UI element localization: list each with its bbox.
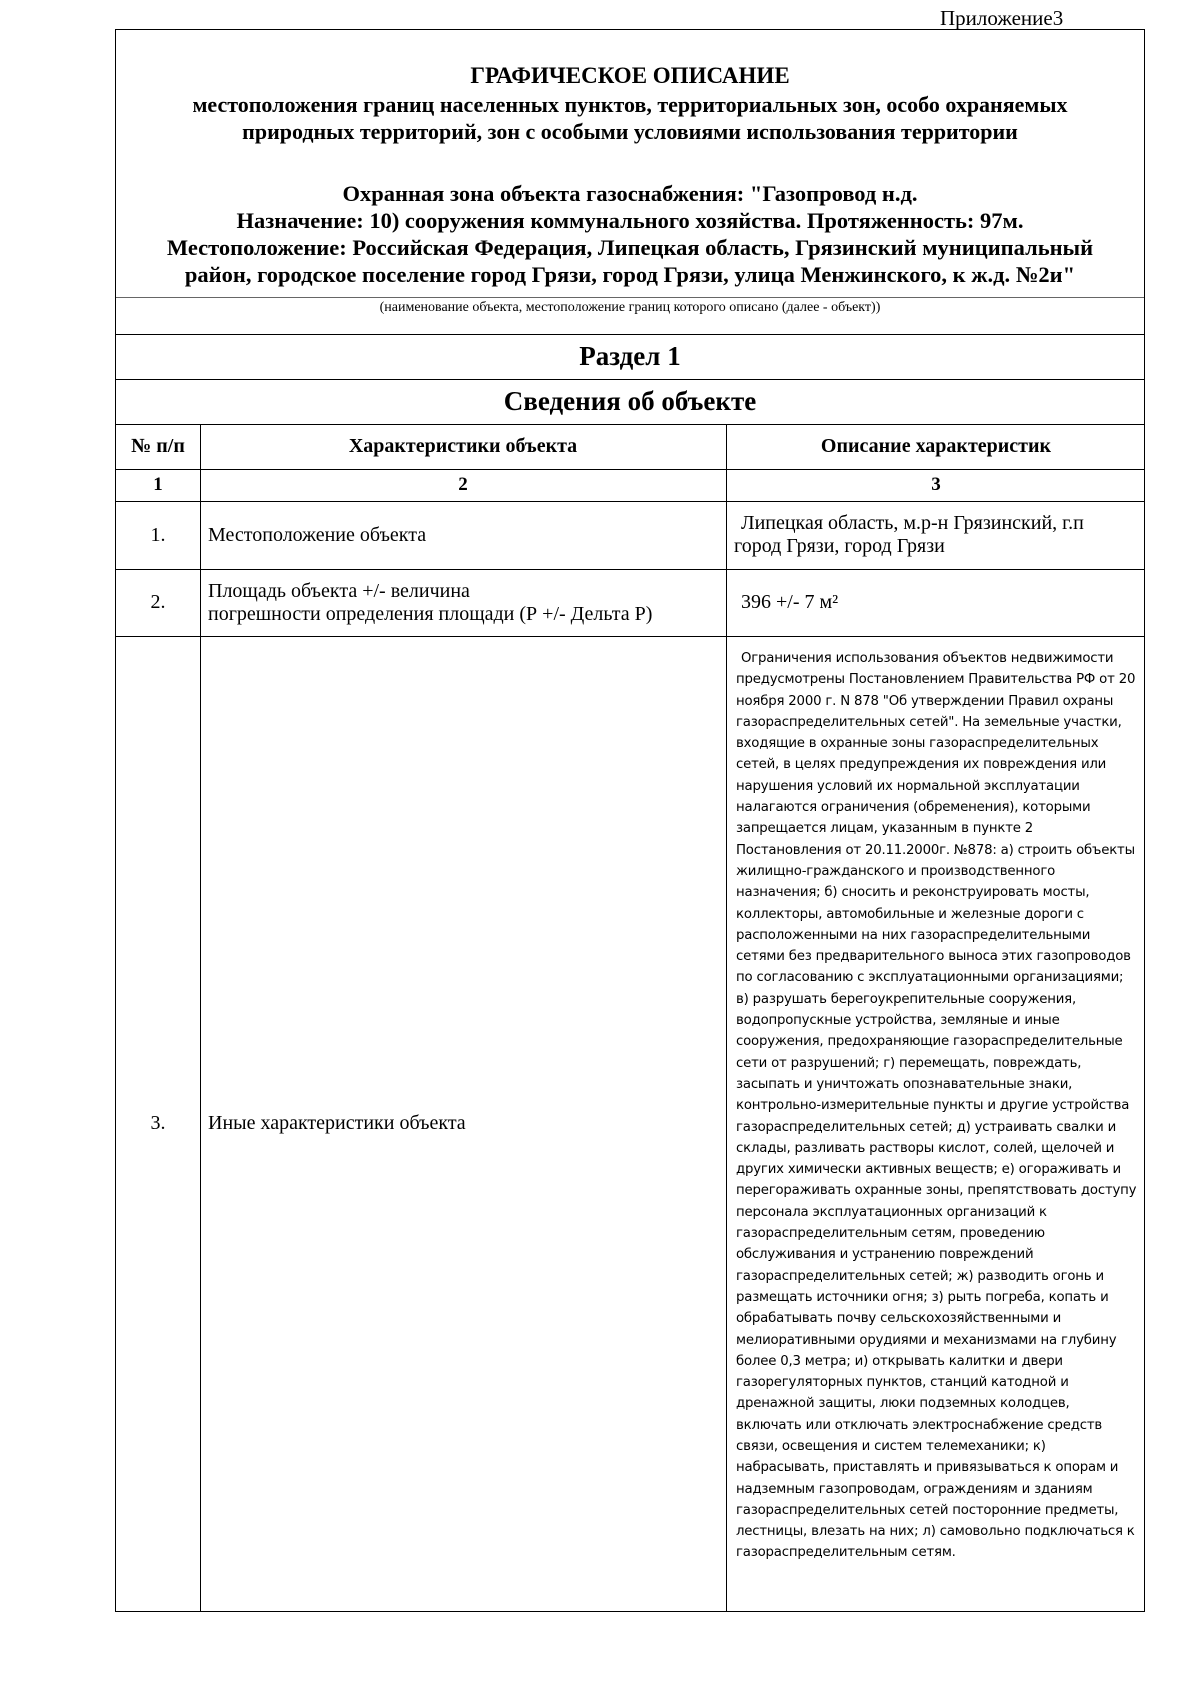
restriction-line: надземным газопроводам, ограждениям и зданиям	[736, 1481, 1093, 1497]
restriction-line: перегораживать охранные зоны, препятствовать доступу	[736, 1183, 1137, 1199]
restriction-line: обрабатывать почву сельскохозяйственными и	[736, 1311, 1062, 1327]
document-title: ГРАФИЧЕСКОЕ ОПИСАНИЕ	[470, 63, 790, 88]
section-subtitle: Сведения об объекте	[503, 386, 757, 416]
restriction-line: коллекторы, автомобильные и железные дороги с	[736, 906, 1084, 922]
restriction-line: склады, разливать растворы кислот, солей, щелочей и	[736, 1140, 1115, 1156]
row-number: 3.	[150, 1112, 166, 1134]
document-subtitle	[116, 91, 1144, 145]
restriction-line: по согласованию с эксплуатационными организациями;	[736, 970, 1124, 986]
restriction-line: Ограничения использования объектов недвижимости	[741, 651, 1114, 666]
restriction-line: запрещается лицам, указанным в пункте 2	[736, 821, 1034, 837]
column-header-number: № п/п	[131, 435, 185, 457]
restriction-line: нарушения условий их нормальной эксплуатации	[736, 778, 1080, 794]
description-line: Липецкая область, м.р-н Грязинский, г.п	[741, 512, 1084, 534]
section-title: Раздел 1	[579, 341, 681, 371]
description-line: город Грязи, город Грязи	[734, 535, 945, 557]
object-line: Местоположение: Российская Федерация, Липецкая область, Грязинский муниципальный	[166, 235, 1094, 260]
restriction-line: более 0,3 метра; и) открывать калитки и двери	[736, 1353, 1063, 1369]
restriction-line: Постановления от 20.11.2000г. №878: а) строить объекты	[736, 842, 1135, 858]
object-line: район, городское поселение город Грязи, город Грязи, улица Менжинского, к ж.д. №2и"	[184, 262, 1076, 287]
column-number: 3	[931, 474, 941, 495]
column-divider	[726, 424, 727, 1611]
restriction-line: газораспределительных сетей; д) устраивать свалки и	[736, 1119, 1117, 1135]
row-characteristic: Местоположение объекта	[208, 523, 427, 546]
restriction-line: ноября 2000 г. N 878 "Об утверждении Правил охраны	[736, 693, 1114, 709]
restrictions-text	[736, 648, 1141, 1564]
subtitle-line: местоположения границ населенных пунктов, территориальных зон, особо охраняемых	[192, 92, 1068, 117]
row-number: 2.	[150, 591, 166, 613]
row-description	[734, 501, 1142, 569]
restriction-line: налагаются ограничения (обременения), которыми	[736, 800, 1091, 816]
column-divider	[200, 424, 201, 1611]
restriction-line: в) разрушать берегоукрепительные сооружения,	[736, 991, 1076, 1007]
document-frame	[115, 29, 1145, 1612]
restriction-line: набрасывать, приставлять и привязываться к опорам и	[736, 1460, 1119, 1476]
object-caption: (наименование объекта, местоположение границ которого описано (далее - объект))	[379, 300, 881, 315]
row-characteristic	[208, 569, 723, 636]
restriction-line: входящие в охранные зоны газораспределительных	[736, 736, 1099, 752]
restriction-line: газорегуляторных пунктов, станций катодной и	[736, 1375, 1069, 1391]
restriction-line: расположенными на них газораспределительными	[736, 927, 1091, 943]
appendix-label: Приложение3	[940, 6, 1064, 30]
object-line: Охранная зона объекта газоснабжения: "Газопровод н.д.	[342, 181, 918, 206]
restriction-line: газораспределительным сетям.	[736, 1545, 956, 1561]
restriction-line: связи, освещения и систем телемеханики; к)	[736, 1438, 1046, 1454]
restriction-line: водопропускные устройства, земляные и иные	[736, 1013, 1060, 1029]
restriction-line: мелиоративными орудиями и механизмами на глубину	[736, 1332, 1117, 1348]
restriction-line: обслуживания и устранению повреждений	[736, 1247, 1034, 1263]
restriction-line: газораспределительных сетей посторонние предметы,	[736, 1502, 1119, 1518]
restriction-line: лестницы, влезать на них; л) самовольно подключаться к	[736, 1524, 1135, 1540]
border-mark	[115, 160, 116, 168]
row-number: 1.	[150, 523, 166, 546]
restriction-line: размещать источники огня; з) рыть погреба, копать и	[736, 1289, 1109, 1305]
restriction-line: включать или отключать электроснабжение средств	[736, 1417, 1103, 1433]
column-header-description: Описание характеристик	[820, 435, 1052, 457]
row-characteristic: Иные характеристики объекта	[208, 1112, 466, 1134]
restriction-line: газораспределительным сетям, проведению	[736, 1226, 1045, 1242]
restriction-line: других химически активных веществ; е) огораживать и	[736, 1162, 1121, 1178]
restriction-line: предусмотрены Постановлением Правительства РФ от 20	[736, 672, 1136, 688]
row-description: 396 +/- 7 м²	[741, 591, 839, 613]
column-header-characteristic: Характеристики объекта	[348, 435, 578, 457]
restriction-line: жилищно-гражданского и производственного	[736, 863, 1056, 879]
restriction-line: назначения; б) сносить и реконструировать мосты,	[736, 885, 1090, 901]
column-number: 1	[153, 474, 163, 495]
restriction-line: дренажной защиты, люки подземных колодцев,	[736, 1396, 1070, 1412]
column-number: 2	[458, 474, 468, 495]
restriction-line: сооружения, предохраняющие газораспределительные	[736, 1034, 1123, 1050]
subtitle-line: природных территорий, зон с особыми условиями использования территории	[242, 119, 1018, 144]
object-line: Назначение: 10) сооружения коммунального хозяйства. Протяженность: 97м.	[236, 208, 1024, 233]
restriction-line: сетями без предварительного выноса этих газопроводов	[736, 949, 1131, 965]
restriction-line: сетей, в целях предупреждения их повреждения или	[736, 757, 1107, 773]
characteristic-line: Площадь объекта +/- величина	[208, 579, 470, 602]
restriction-line: газораспределительных сетей; ж) разводить огонь и	[736, 1268, 1104, 1284]
caption-rule	[116, 297, 1144, 298]
restriction-line: персонала эксплуатационных организаций к	[736, 1204, 1047, 1220]
restriction-line: газораспределительных сетей". На земельные участки,	[736, 714, 1122, 730]
characteristic-line: погрешности определения площади (Р +/- Дельта Р)	[208, 602, 653, 625]
restriction-line: засыпать и уничтожать опознавательные знаки,	[736, 1076, 1073, 1092]
restriction-line: сети от разрушений; г) перемещать, повреждать,	[736, 1055, 1082, 1071]
object-description	[116, 180, 1144, 288]
restriction-line: контрольно-измерительные пункты и другие устройства	[736, 1098, 1130, 1114]
